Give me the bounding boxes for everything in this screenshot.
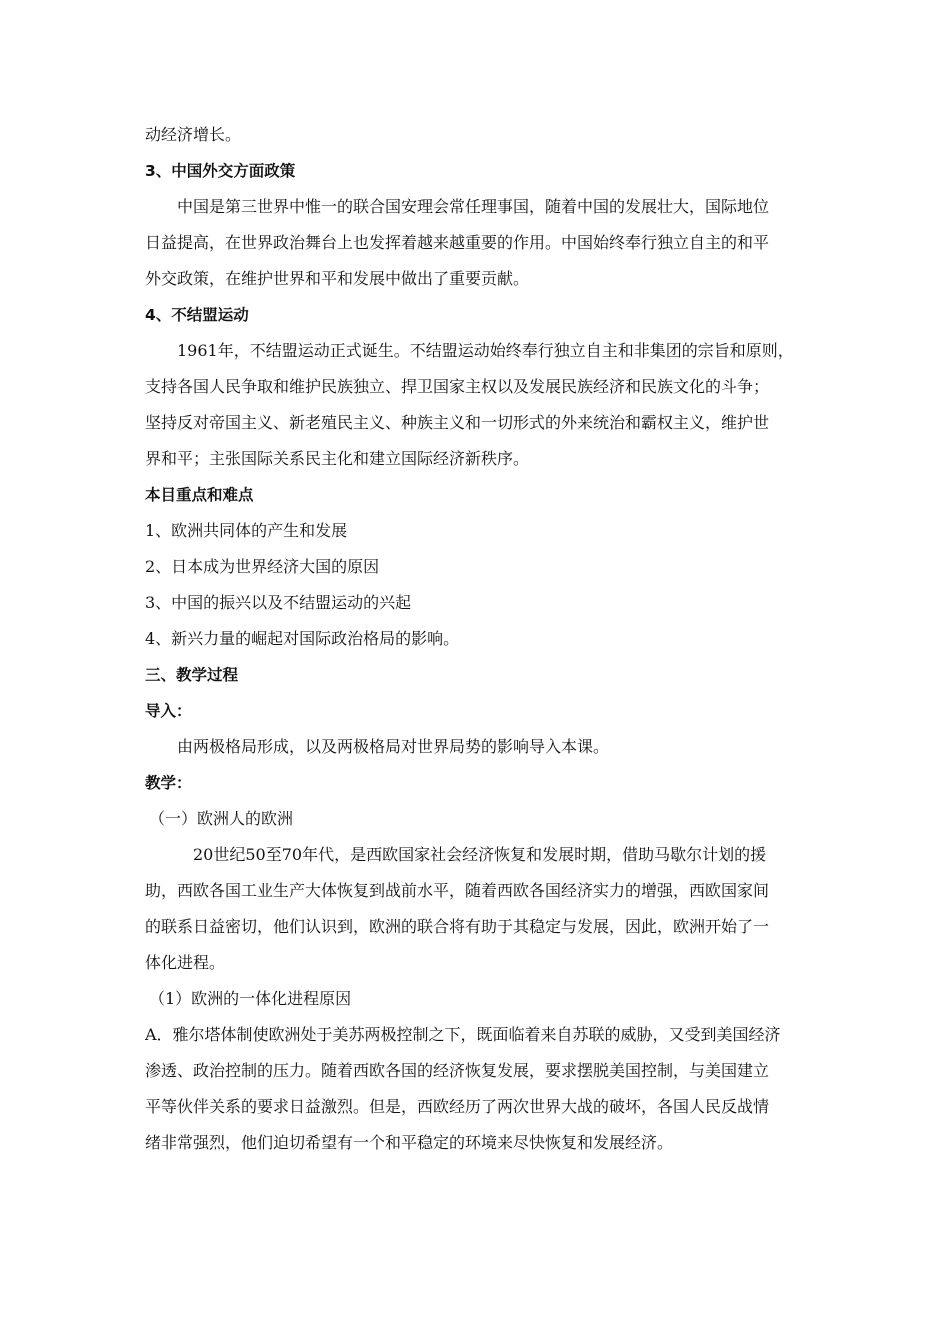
- body-line: 助，西欧各国工业生产大体恢复到战前水平，随着西欧各国经济实力的增强，西欧国家间: [145, 881, 770, 900]
- section-heading: 本目重点和难点: [145, 486, 254, 504]
- body-line: 日益提高，在世界政治舞台上也发挥着越来越重要的作用。中国始终奉行独立自主的和平: [145, 233, 770, 252]
- body-line: 外交政策，在维护世界和平和发展中做出了重要贡献。: [145, 269, 530, 288]
- body-line: 支持各国人民争取和维护民族独立、捍卫国家主权以及发展民族经济和民族文化的斗争；: [145, 377, 770, 396]
- list-item: 1、欧洲共同体的产生和发展: [145, 521, 348, 540]
- section-heading: 三、教学过程: [145, 666, 239, 684]
- body-line: A．雅尔塔体制使欧洲处于美苏两极控制之下，既面临着来自苏联的威胁，又受到美国经济: [145, 1025, 781, 1044]
- subsection-heading: （1）欧洲的一体化进程原因: [149, 989, 352, 1008]
- list-item: 3、中国的振兴以及不结盟运动的兴起: [145, 593, 412, 612]
- section-heading: 教学：: [145, 774, 192, 792]
- paragraph-line: 1961年，不结盟运动正式诞生。不结盟运动始终奉行独立自主和非集团的宗旨和原则，: [177, 341, 794, 360]
- paragraph-line: 20世纪50至70年代，是西欧国家社会经济恢复和发展时期，借助马歇尔计划的援: [193, 845, 767, 864]
- body-line: 平等伙伴关系的要求日益激烈。但是，西欧经历了两次世界大战的破坏，各国人民反战情: [145, 1097, 770, 1116]
- list-item: 4、新兴力量的崛起对国际政治格局的影响。: [145, 629, 460, 648]
- section-heading: 4、不结盟运动: [145, 306, 249, 324]
- body-line: 渗透、政治控制的压力。随着西欧各国的经济恢复发展，要求摆脱美国控制，与美国建立: [145, 1061, 770, 1080]
- paragraph-line: 中国是第三世界中惟一的联合国安理会常任理事国，随着中国的发展壮大，国际地位: [177, 197, 770, 216]
- body-line: 体化进程。: [145, 953, 226, 972]
- list-item: 2、日本成为世界经济大国的原因: [145, 557, 380, 576]
- subsection-heading: （一）欧洲人的欧洲: [149, 809, 294, 828]
- section-heading: 导入：: [145, 702, 192, 720]
- body-line: 坚持反对帝国主义、新老殖民主义、种族主义和一切形式的外来统治和霸权主义，维护世: [145, 413, 770, 432]
- document-page: [145, 117, 815, 1161]
- section-heading: 3、中国外交方面政策: [145, 162, 296, 180]
- body-line: 的联系日益密切，他们认识到，欧洲的联合将有助于其稳定与发展，因此，欧洲开始了一: [145, 917, 770, 936]
- paragraph-line: 由两极格局形成，以及两极格局对世界局势的影响导入本课。: [177, 737, 610, 756]
- body-line: 动经济增长。: [145, 125, 242, 144]
- body-line: 界和平；主张国际关系民主化和建立国际经济新秩序。: [145, 449, 530, 468]
- body-line: 绪非常强烈，他们迫切希望有一个和平稳定的环境来尽快恢复和发展经济。: [145, 1133, 674, 1152]
